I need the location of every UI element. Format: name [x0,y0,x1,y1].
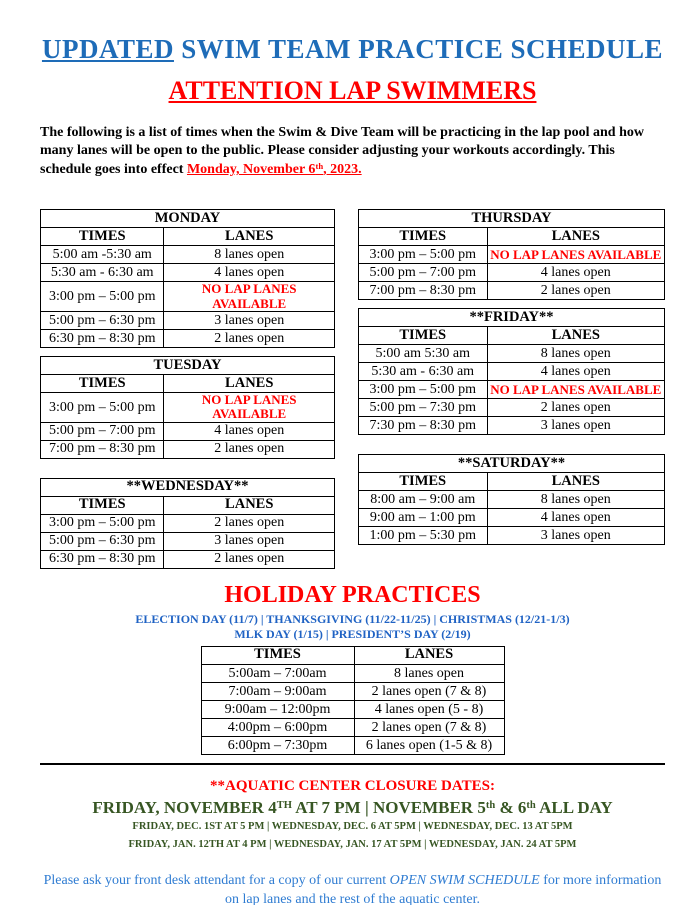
wednesday-table [40,478,335,569]
table-row [41,246,335,264]
time-cell: 7:00 pm – 8:30 pm [41,440,164,458]
footer-line2: on lap lanes and the rest of the aquatic center. [224,891,480,905]
table-row [359,264,665,282]
time-cell: 3:00 pm – 5:00 pm [41,514,164,532]
effective-date-text: Monday, November 6 [186,161,316,177]
table-title-row [41,478,335,496]
table-row [359,399,665,417]
closure-l1-p3: & 6 [495,797,527,817]
table-title-row [359,455,665,473]
lanes-header: LANES [354,646,504,664]
table-header-row [41,496,335,514]
footer-note [40,872,665,905]
time-cell: 3:00 pm – 5:00 pm [41,282,164,312]
table-row [201,736,504,754]
lanes-cell: 8 lanes open [164,246,335,264]
page-title-updated: UPDATED [41,34,174,64]
footer-italic: OPEN SWIM SCHEDULE [389,872,540,888]
intro-line3: schedule goes into effect [40,161,187,177]
intro-line2: many lanes will be open to the public. Please consider adjusting your workouts accordingly. This [40,143,615,159]
closure-l1-sup1: TH [276,800,292,812]
table-row [201,700,504,718]
holiday-dates [40,612,665,643]
table-header-row [41,375,335,393]
time-cell: 5:00 am 5:30 am [359,345,488,363]
holiday-dates-line2: MLK DAY (1/15) | PRESIDENT’S DAY (2/19) [234,627,471,642]
section-divider [40,763,665,765]
time-cell: 3:00 pm – 5:00 pm [41,393,164,423]
lanes-header: LANES [164,228,335,246]
lanes-cell: 4 lanes open (5 - 8) [354,700,504,718]
table-title-row [359,309,665,327]
lanes-cell: 4 lanes open [164,422,335,440]
table-row [201,718,504,736]
times-header: TIMES [359,473,488,491]
time-cell: 5:00 pm – 7:00 pm [359,264,488,282]
closure-l1-sup2: th [485,800,496,812]
lanes-cell: NO LAP LANES AVAILABLE [487,246,664,264]
table-header-row [359,473,665,491]
table-row [41,312,335,330]
holiday-table-wrap [201,646,505,755]
table-row [359,491,665,509]
table-row [359,509,665,527]
intro-paragraph [40,124,665,179]
table-header-row [359,228,665,246]
lanes-header: LANES [487,473,664,491]
effective-date [187,162,362,177]
time-cell: 5:00 pm – 7:30 pm [359,399,488,417]
time-cell: 3:00 pm – 5:00 pm [359,381,488,399]
lanes-cell: 3 lanes open [487,417,664,435]
times-header: TIMES [359,228,488,246]
table-title-row [41,210,335,228]
time-cell: 9:00am – 12:00pm [201,700,354,718]
tuesday-title: TUESDAY [41,357,335,375]
monday-title: MONDAY [41,210,335,228]
day-schedule-grid [40,209,665,568]
time-cell: 5:00am – 7:00am [201,664,354,682]
lanes-cell: 3 lanes open [164,532,335,550]
effective-date-year: , 2023. [323,161,362,177]
schedule-left-column [40,209,335,568]
table-row [41,330,335,348]
table-row [359,527,665,545]
lanes-cell: 3 lanes open [487,527,664,545]
lanes-cell: 4 lanes open [487,363,664,381]
table-title-row [359,210,665,228]
time-cell: 5:00 pm – 6:30 pm [41,532,164,550]
closure-line1 [40,798,665,818]
table-row [359,381,665,399]
closure-l1-p1: FRIDAY, NOVEMBER 4 [92,797,277,817]
time-cell: 1:00 pm – 5:30 pm [359,527,488,545]
lanes-cell: NO LAP LANES AVAILABLE [487,381,664,399]
page-title [40,34,665,65]
table-row [41,440,335,458]
closure-line3: FRIDAY, JAN. 12TH AT 4 PM | WEDNESDAY, JAN. 17 AT 5PM | WEDNESDAY, JAN. 24 AT 5PM [128,838,577,850]
times-header: TIMES [201,646,354,664]
monday-table [40,209,335,348]
table-row [359,417,665,435]
wednesday-title: **WEDNESDAY** [41,478,335,496]
lanes-cell: 2 lanes open [487,282,664,300]
time-cell: 4:00pm – 6:00pm [201,718,354,736]
closure-heading: **AQUATIC CENTER CLOSURE DATES: [210,777,495,794]
time-cell: 7:00am – 9:00am [201,682,354,700]
table-row [359,363,665,381]
time-cell: 5:00 pm – 7:00 pm [41,422,164,440]
table-title-row [41,357,335,375]
lanes-cell: 3 lanes open [164,312,335,330]
time-cell: 5:00 am -5:30 am [41,246,164,264]
footer-before: Please ask your front desk attendant for a copy of our current [43,872,390,888]
table-header-row [41,228,335,246]
lanes-cell: 2 lanes open [164,550,335,568]
lanes-cell: 8 lanes open [487,345,664,363]
holiday-table [201,646,505,755]
time-cell: 5:30 am - 6:30 am [41,264,164,282]
time-cell: 5:00 pm – 6:30 pm [41,312,164,330]
holiday-dates-line1: ELECTION DAY (11/7) | THANKSGIVING (11/22-11/25) | CHRISTMAS (12/21-1/3) [135,611,570,626]
table-row [41,550,335,568]
table-row [201,664,504,682]
lanes-cell: 8 lanes open [487,491,664,509]
lanes-cell: 6 lanes open (1-5 & 8) [354,736,504,754]
time-cell: 5:30 am - 6:30 am [359,363,488,381]
table-row [359,246,665,264]
table-row [41,532,335,550]
time-cell: 6:30 pm – 8:30 pm [41,550,164,568]
lanes-cell: 2 lanes open [487,399,664,417]
lanes-cell: 2 lanes open (7 & 8) [354,718,504,736]
time-cell: 3:00 pm – 5:00 pm [359,246,488,264]
table-row [359,282,665,300]
lanes-header: LANES [164,375,335,393]
footer-after: for more information [539,872,662,888]
lanes-header: LANES [164,496,335,514]
lanes-cell: 2 lanes open [164,514,335,532]
lanes-cell: 4 lanes open [164,264,335,282]
schedule-right-column [358,209,665,568]
times-header: TIMES [41,228,164,246]
table-row [41,393,335,423]
table-header-row [201,646,504,664]
intro-line1: The following is a list of times when the Swim & Dive Team will be practicing in the lap pool and how [40,125,644,140]
friday-table [358,308,665,435]
thursday-title: THURSDAY [359,210,665,228]
time-cell: 7:00 pm – 8:30 pm [359,282,488,300]
lanes-cell: NO LAP LANES AVAILABLE [164,282,335,312]
table-row [359,345,665,363]
holiday-practices-title: HOLIDAY PRACTICES [224,581,481,608]
lanes-cell: 8 lanes open [354,664,504,682]
table-row [41,422,335,440]
saturday-table [358,454,665,545]
lanes-cell: 2 lanes open [164,440,335,458]
time-cell: 9:00 am – 1:00 pm [359,509,488,527]
table-row [41,264,335,282]
effective-date-sup: th [315,161,324,172]
time-cell: 7:30 pm – 8:30 pm [359,417,488,435]
table-header-row [359,327,665,345]
closure-l1-sup3: th [526,800,536,812]
lanes-cell: 4 lanes open [487,509,664,527]
table-row [41,514,335,532]
page-subtitle-text: ATTENTION LAP SWIMMERS [168,76,537,105]
times-header: TIMES [41,375,164,393]
closure-l1-p4: ALL DAY [535,797,613,817]
lanes-cell: 2 lanes open (7 & 8) [354,682,504,700]
lanes-cell: NO LAP LANES AVAILABLE [164,393,335,423]
lanes-header: LANES [487,327,664,345]
friday-title: **FRIDAY** [359,309,665,327]
lanes-cell: 2 lanes open [164,330,335,348]
times-header: TIMES [359,327,488,345]
lanes-header: LANES [487,228,664,246]
closure-l1-p2: AT 7 PM | NOVEMBER 5 [291,797,486,817]
lanes-cell: 4 lanes open [487,264,664,282]
time-cell: 8:00 am – 9:00 am [359,491,488,509]
closure-line2: FRIDAY, DEC. 1ST AT 5 PM | WEDNESDAY, DEC. 6 AT 5PM | WEDNESDAY, DEC. 13 AT 5PM [132,820,573,832]
thursday-table [358,209,665,300]
tuesday-table [40,356,335,459]
time-cell: 6:00pm – 7:30pm [201,736,354,754]
table-row [201,682,504,700]
times-header: TIMES [41,496,164,514]
table-row [41,282,335,312]
page-subtitle [40,76,665,106]
time-cell: 6:30 pm – 8:30 pm [41,330,164,348]
page-title-rest: SWIM TEAM PRACTICE SCHEDULE [173,34,664,64]
saturday-title: **SATURDAY** [359,455,665,473]
